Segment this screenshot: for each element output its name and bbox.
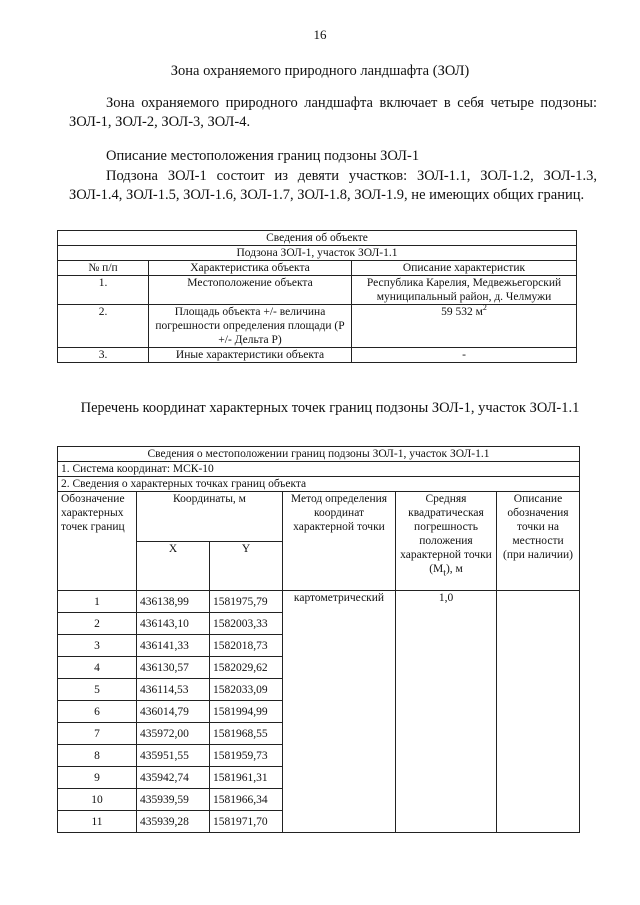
point-x: 435939,59 (137, 789, 210, 811)
points-section-title: 2. Сведения о характерных точках границ объекта (58, 477, 580, 492)
point-y: 1582029,62 (210, 657, 283, 679)
point-number: 9 (58, 767, 137, 789)
point-x: 435939,28 (137, 811, 210, 833)
header-num: № п/п (58, 261, 149, 276)
table-row (58, 305, 577, 348)
row-num: 3. (58, 348, 149, 363)
header-error-tail: ), м (445, 563, 463, 575)
point-y: 1582003,33 (210, 613, 283, 635)
point-y: 1581971,70 (210, 811, 283, 833)
row-value (352, 305, 577, 348)
point-number: 5 (58, 679, 137, 701)
coords-header-row (58, 492, 580, 542)
row-name: Местоположение объекта (149, 276, 352, 305)
point-number: 11 (58, 811, 137, 833)
point-x: 436141,33 (137, 635, 210, 657)
row-name: Иные характеристики объекта (149, 348, 352, 363)
header-point: Обозначение характерных точек границ (58, 492, 137, 591)
point-x: 436138,99 (137, 591, 210, 613)
row-value: - (352, 348, 577, 363)
point-y: 1582018,73 (210, 635, 283, 657)
point-description-empty (497, 591, 580, 833)
coords-table-title: Сведения о местоположении границ подзоны ЗОЛ-1, участок ЗОЛ-1.1 (58, 447, 580, 462)
header-description: Описание характеристик (352, 261, 577, 276)
subzone-subheading: Описание местоположения границ подзоны ЗОЛ-1 (106, 148, 420, 164)
point-x: 436130,57 (137, 657, 210, 679)
intro-paragraph: Зона охраняемого природного ландшафта включает в себя четыре подзоны: ЗОЛ-1, ЗОЛ-2, ЗОЛ-3, ЗОЛ-4. (69, 95, 597, 130)
point-x: 436014,79 (137, 701, 210, 723)
zone-heading: Зона охраняемого природного ландшафта (ЗОЛ) (170, 63, 470, 79)
row-name: Площадь объекта +/- величина погрешности определения площади (Р +/- Дельта Р) (149, 305, 352, 348)
area-value: 59 532 м (441, 306, 483, 318)
table-row (58, 591, 580, 613)
point-x: 436114,53 (137, 679, 210, 701)
header-error (396, 492, 497, 591)
area-unit-superscript: 2 (482, 303, 487, 313)
header-characteristic: Характеристика объекта (149, 261, 352, 276)
point-x: 435942,74 (137, 767, 210, 789)
row-num: 2. (58, 305, 149, 348)
error-value: 1,0 (396, 591, 497, 833)
point-number: 6 (58, 701, 137, 723)
point-number: 1 (58, 591, 137, 613)
point-number: 4 (58, 657, 137, 679)
header-coordinates: Координаты, м (137, 492, 283, 542)
page-number: 16 (313, 27, 327, 42)
point-y: 1581968,55 (210, 723, 283, 745)
header-y: Y (210, 541, 283, 591)
table-row (58, 348, 577, 363)
header-point-description: Описание обозначения точки на местности (при наличии) (497, 492, 580, 591)
header-error-subscript: t (443, 567, 446, 579)
object-table-header (58, 261, 577, 276)
object-table-subtitle: Подзона ЗОЛ-1, участок ЗОЛ-1.1 (58, 246, 577, 261)
table-row (58, 276, 577, 305)
row-num: 1. (58, 276, 149, 305)
point-number: 8 (58, 745, 137, 767)
method-value: картометрический (283, 591, 396, 833)
header-error-text: Средняя квадратическая погрешность положения характерной точки (M (400, 493, 492, 575)
coordinates-list-heading: Перечень координат характерных точек границ подзоны ЗОЛ-1, участок ЗОЛ-1.1 (80, 400, 580, 416)
point-y: 1581961,31 (210, 767, 283, 789)
point-y: 1581959,73 (210, 745, 283, 767)
point-y: 1581975,79 (210, 591, 283, 613)
subzone-description: Подзона ЗОЛ-1 состоит из девяти участков: ЗОЛ-1.1, ЗОЛ-1.2, ЗОЛ-1.3, ЗОЛ-1.4, ЗОЛ-1.5, ЗОЛ-1.6, ЗОЛ-1.7, ЗОЛ-1.8, ЗОЛ-1.9, не имеющих общих границ. (69, 168, 597, 203)
point-number: 10 (58, 789, 137, 811)
coordinates-table (57, 446, 580, 833)
point-number: 2 (58, 613, 137, 635)
object-table-title: Сведения об объекте (58, 231, 577, 246)
point-y: 1582033,09 (210, 679, 283, 701)
object-info-table (57, 230, 577, 363)
point-x: 435951,55 (137, 745, 210, 767)
point-number: 3 (58, 635, 137, 657)
row-value: Республика Карелия, Медвежьегорский муниципальный район, д. Челмужи (352, 276, 577, 305)
point-y: 1581966,34 (210, 789, 283, 811)
point-x: 436143,10 (137, 613, 210, 635)
header-x: X (137, 541, 210, 591)
point-x: 435972,00 (137, 723, 210, 745)
header-method: Метод определения координат характерной точки (283, 492, 396, 591)
coordinate-system: 1. Система координат: МСК-10 (58, 462, 580, 477)
point-number: 7 (58, 723, 137, 745)
point-y: 1581994,99 (210, 701, 283, 723)
